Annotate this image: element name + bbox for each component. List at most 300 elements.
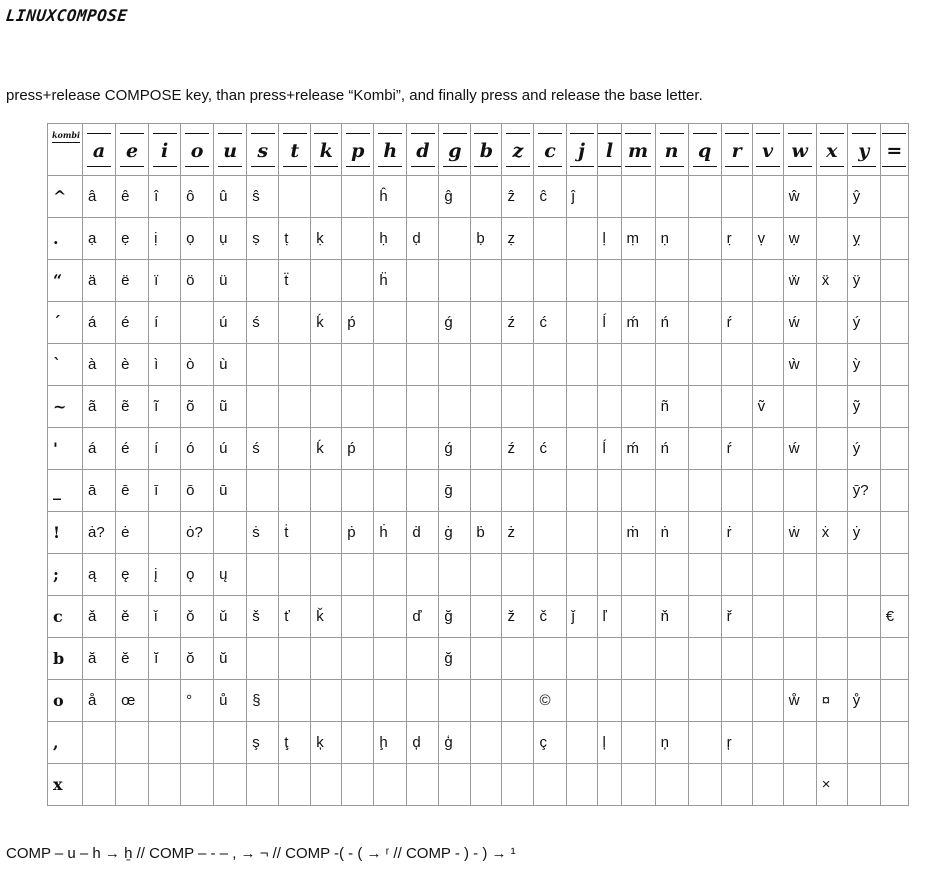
- column-letter: y: [852, 133, 876, 167]
- table-cell: [407, 638, 439, 680]
- table-row: [48, 680, 909, 722]
- table-cell: ḱ: [311, 302, 342, 344]
- table-cell: [247, 470, 279, 512]
- table-cell: [534, 764, 566, 806]
- table-cell: ý: [847, 302, 880, 344]
- table-cell: ©: [534, 680, 566, 722]
- table-cell: [880, 722, 908, 764]
- row-key: ^: [48, 176, 83, 218]
- table-cell: [597, 554, 621, 596]
- table-cell: [621, 554, 655, 596]
- table-cell: ç: [534, 722, 566, 764]
- table-cell: [471, 344, 502, 386]
- table-cell: ò: [181, 344, 214, 386]
- table-cell: [181, 764, 214, 806]
- table-cell: ṇ: [655, 218, 688, 260]
- table-cell: [534, 554, 566, 596]
- table-cell: ḅ: [471, 218, 502, 260]
- table-cell: [342, 470, 374, 512]
- column-letter: q: [693, 133, 717, 167]
- table-cell: é: [116, 302, 149, 344]
- table-cell: ẉ: [783, 218, 816, 260]
- table-cell: [816, 302, 847, 344]
- table-cell: ķ: [311, 722, 342, 764]
- table-cell: [880, 302, 908, 344]
- table-cell: [621, 470, 655, 512]
- table-header-row: [48, 124, 909, 176]
- table-cell: [752, 470, 783, 512]
- table-cell: [566, 722, 597, 764]
- table-cell: [214, 512, 247, 554]
- table-cell: ń: [655, 428, 688, 470]
- table-row: [48, 554, 909, 596]
- table-cell: [721, 680, 752, 722]
- table-cell: ã: [83, 386, 116, 428]
- table-cell: [783, 386, 816, 428]
- table-cell: [471, 554, 502, 596]
- table-cell: [847, 596, 880, 638]
- table-cell: [311, 386, 342, 428]
- table-row: [48, 596, 909, 638]
- table-cell: [597, 512, 621, 554]
- table-cell: [279, 470, 311, 512]
- table-cell: [374, 302, 407, 344]
- table-cell: ṫ: [279, 512, 311, 554]
- table-row: [48, 764, 909, 806]
- table-cell: [214, 764, 247, 806]
- table-cell: [816, 218, 847, 260]
- table-cell: ź: [502, 302, 534, 344]
- table-cell: ḋ: [407, 512, 439, 554]
- table-cell: [880, 638, 908, 680]
- table-row: [48, 344, 909, 386]
- column-letter: s: [251, 133, 275, 167]
- table-cell: ḿ: [621, 302, 655, 344]
- table-cell: [279, 428, 311, 470]
- table-cell: [880, 512, 908, 554]
- column-letter: u: [218, 133, 242, 167]
- column-letter: w: [788, 133, 812, 167]
- row-key: “: [48, 260, 83, 302]
- table-cell: ó: [181, 428, 214, 470]
- table-cell: [816, 470, 847, 512]
- table-cell: ẘ: [783, 680, 816, 722]
- table-cell: ḩ: [374, 722, 407, 764]
- table-cell: ị: [149, 218, 181, 260]
- table-cell: [721, 344, 752, 386]
- table-cell: [847, 554, 880, 596]
- table-cell: [471, 176, 502, 218]
- table-row: [48, 722, 909, 764]
- table-cell: â: [83, 176, 116, 218]
- table-cell: [342, 596, 374, 638]
- table-cell: ĩ: [149, 386, 181, 428]
- table-cell: ṕ: [342, 302, 374, 344]
- table-cell: [816, 176, 847, 218]
- table-cell: [407, 554, 439, 596]
- table-cell: [374, 554, 407, 596]
- table-cell: [502, 344, 534, 386]
- column-letter: n: [660, 133, 684, 167]
- column-letter: r: [725, 133, 749, 167]
- table-cell: [342, 680, 374, 722]
- column-header: [83, 124, 116, 176]
- table-cell: ũ: [214, 386, 247, 428]
- table-cell: [621, 680, 655, 722]
- table-cell: [342, 344, 374, 386]
- table-cell: [655, 176, 688, 218]
- table-cell: [880, 470, 908, 512]
- table-cell: [342, 554, 374, 596]
- table-cell: [688, 512, 721, 554]
- table-cell: [752, 722, 783, 764]
- table-cell: ẙ: [847, 680, 880, 722]
- row-key: ;: [48, 554, 83, 596]
- table-row: [48, 176, 909, 218]
- table-cell: [688, 344, 721, 386]
- table-cell: [471, 260, 502, 302]
- column-header: [816, 124, 847, 176]
- column-letter: d: [411, 133, 435, 167]
- table-cell: [847, 722, 880, 764]
- table-cell: á: [83, 428, 116, 470]
- table-cell: [566, 218, 597, 260]
- table-cell: ù: [214, 344, 247, 386]
- column-letter: i: [153, 133, 177, 167]
- table-cell: [655, 470, 688, 512]
- table-cell: å: [83, 680, 116, 722]
- table-cell: [816, 638, 847, 680]
- table-cell: [816, 554, 847, 596]
- table-cell: [471, 680, 502, 722]
- table-cell: [471, 470, 502, 512]
- table-row: [48, 512, 909, 554]
- table-cell: ǎ: [83, 596, 116, 638]
- table-cell: [688, 260, 721, 302]
- table-cell: [83, 722, 116, 764]
- table-cell: [407, 260, 439, 302]
- table-row: [48, 386, 909, 428]
- column-header: [439, 124, 471, 176]
- table-cell: [688, 764, 721, 806]
- table-cell: [534, 638, 566, 680]
- table-cell: [407, 428, 439, 470]
- table-cell: ×: [816, 764, 847, 806]
- table-cell: ỳ: [847, 344, 880, 386]
- table-cell: ê: [116, 176, 149, 218]
- table-cell: ẑ: [502, 176, 534, 218]
- table-cell: [311, 680, 342, 722]
- table-cell: [534, 344, 566, 386]
- table-cell: [439, 764, 471, 806]
- table-cell: [374, 344, 407, 386]
- table-cell: ụ: [214, 218, 247, 260]
- column-header: [721, 124, 752, 176]
- table-cell: [471, 386, 502, 428]
- table-cell: [471, 302, 502, 344]
- table-cell: [311, 176, 342, 218]
- column-header: [149, 124, 181, 176]
- table-cell: [534, 386, 566, 428]
- table-cell: ä: [83, 260, 116, 302]
- table-cell: ṙ: [721, 512, 752, 554]
- column-header: [247, 124, 279, 176]
- table-cell: ġ: [439, 512, 471, 554]
- table-cell: [566, 512, 597, 554]
- column-letter: v: [756, 133, 780, 167]
- column-header: [566, 124, 597, 176]
- table-cell: [566, 680, 597, 722]
- table-cell: [279, 386, 311, 428]
- table-cell: ẏ: [847, 512, 880, 554]
- table-cell: [279, 344, 311, 386]
- table-cell: ž: [502, 596, 534, 638]
- table-cell: ğ: [439, 638, 471, 680]
- table-cell: [247, 260, 279, 302]
- table-cell: ḡ: [439, 470, 471, 512]
- table-cell: [655, 764, 688, 806]
- table-cell: ă: [83, 638, 116, 680]
- table-cell: [83, 764, 116, 806]
- table-cell: [566, 386, 597, 428]
- table-cell: [502, 554, 534, 596]
- table-cell: ẁ: [783, 344, 816, 386]
- table-cell: ŭ: [214, 638, 247, 680]
- column-header: [214, 124, 247, 176]
- table-cell: [847, 638, 880, 680]
- table-cell: [407, 302, 439, 344]
- table-cell: [783, 638, 816, 680]
- table-cell: ẇ: [783, 512, 816, 554]
- column-letter: o: [185, 133, 209, 167]
- table-cell: [783, 554, 816, 596]
- table-body: [48, 176, 909, 806]
- table-cell: [721, 764, 752, 806]
- table-cell: [342, 764, 374, 806]
- table-cell: [342, 638, 374, 680]
- table-cell: [752, 176, 783, 218]
- table-cell: ĵ: [566, 176, 597, 218]
- column-letter: e: [120, 133, 144, 167]
- table-cell: [471, 764, 502, 806]
- table-cell: [752, 344, 783, 386]
- table-cell: [752, 512, 783, 554]
- table-cell: í: [149, 302, 181, 344]
- table-cell: ģ: [439, 722, 471, 764]
- table-cell: ṕ: [342, 428, 374, 470]
- table-cell: õ: [181, 386, 214, 428]
- table-cell: [534, 218, 566, 260]
- table-cell: [752, 302, 783, 344]
- column-letter: h: [378, 133, 402, 167]
- table-cell: ī: [149, 470, 181, 512]
- table-cell: ṛ: [721, 218, 752, 260]
- table-cell: ů: [214, 680, 247, 722]
- table-cell: û: [214, 176, 247, 218]
- table-cell: ṗ: [342, 512, 374, 554]
- table-cell: ṭ: [279, 218, 311, 260]
- table-cell: [621, 344, 655, 386]
- table-cell: [534, 260, 566, 302]
- table-cell: ņ: [655, 722, 688, 764]
- table-cell: [279, 638, 311, 680]
- column-header: [342, 124, 374, 176]
- column-header: [471, 124, 502, 176]
- column-header: [752, 124, 783, 176]
- table-cell: [688, 722, 721, 764]
- column-letter: b: [474, 133, 498, 167]
- table-cell: [566, 344, 597, 386]
- table-cell: ï: [149, 260, 181, 302]
- table-row: [48, 428, 909, 470]
- table-cell: ẗ: [279, 260, 311, 302]
- table-cell: ğ: [439, 596, 471, 638]
- table-cell: [311, 554, 342, 596]
- table-cell: ǵ: [439, 428, 471, 470]
- table-cell: ẍ: [816, 260, 847, 302]
- table-cell: [149, 764, 181, 806]
- table-cell: [597, 386, 621, 428]
- table-cell: [374, 764, 407, 806]
- table-cell: [880, 218, 908, 260]
- table-cell: ỹ: [847, 386, 880, 428]
- column-letter: a: [87, 133, 111, 167]
- column-letter: m: [625, 133, 651, 167]
- table-cell: [621, 764, 655, 806]
- table-row: [48, 260, 909, 302]
- table-cell: ĥ: [374, 176, 407, 218]
- table-cell: [688, 386, 721, 428]
- footer-examples: COMP – u – h → ẖ // COMP – - – , → ¬ // COMP -( - ( → ʳ // COMP - ) - ) → ¹: [6, 845, 516, 862]
- table-cell: ĭ: [149, 638, 181, 680]
- table-cell: ṿ: [752, 218, 783, 260]
- table-cell: [342, 260, 374, 302]
- table-cell: [688, 428, 721, 470]
- table-cell: [721, 554, 752, 596]
- table-cell: [149, 722, 181, 764]
- table-cell: §: [247, 680, 279, 722]
- table-cell: [181, 302, 214, 344]
- table-cell: [534, 512, 566, 554]
- table-cell: ŝ: [247, 176, 279, 218]
- row-key: ,: [48, 722, 83, 764]
- table-cell: [752, 260, 783, 302]
- table-cell: [783, 470, 816, 512]
- table-cell: [311, 344, 342, 386]
- table-cell: ṁ: [621, 512, 655, 554]
- table-cell: [471, 428, 502, 470]
- table-cell: [597, 638, 621, 680]
- table-cell: ṅ: [655, 512, 688, 554]
- table-cell: ŏ: [181, 638, 214, 680]
- table-cell: ḳ: [311, 218, 342, 260]
- table-cell: [752, 428, 783, 470]
- table-cell: [752, 596, 783, 638]
- table-cell: [566, 554, 597, 596]
- column-letter: z: [506, 133, 530, 167]
- table-cell: ň: [655, 596, 688, 638]
- table-cell: [880, 344, 908, 386]
- table-cell: [374, 386, 407, 428]
- row-key: ~: [48, 386, 83, 428]
- table-cell: ṣ: [247, 218, 279, 260]
- table-cell: [279, 176, 311, 218]
- table-cell: í: [149, 428, 181, 470]
- table-cell: ū: [214, 470, 247, 512]
- table-cell: [407, 344, 439, 386]
- row-key: o: [48, 680, 83, 722]
- compose-table: [47, 123, 909, 806]
- table-cell: [214, 722, 247, 764]
- table-cell: [502, 680, 534, 722]
- table-cell: [502, 764, 534, 806]
- table-cell: ė: [116, 512, 149, 554]
- table-cell: [721, 638, 752, 680]
- table-cell: [655, 260, 688, 302]
- table-cell: ẓ: [502, 218, 534, 260]
- table-cell: [181, 722, 214, 764]
- table-cell: ṃ: [621, 218, 655, 260]
- table-cell: [880, 554, 908, 596]
- table-cell: ź: [502, 428, 534, 470]
- table-cell: [311, 638, 342, 680]
- table-cell: [374, 596, 407, 638]
- table-cell: [597, 260, 621, 302]
- table-cell: ť: [279, 596, 311, 638]
- table-cell: ş: [247, 722, 279, 764]
- table-cell: [688, 554, 721, 596]
- column-header: [116, 124, 149, 176]
- table-cell: á: [83, 302, 116, 344]
- table-row: [48, 638, 909, 680]
- table-cell: [880, 428, 908, 470]
- table-cell: ẅ: [783, 260, 816, 302]
- table-cell: [783, 596, 816, 638]
- table-row: [48, 302, 909, 344]
- table-cell: [597, 344, 621, 386]
- table-cell: ś: [247, 302, 279, 344]
- table-cell: [688, 218, 721, 260]
- column-header: [502, 124, 534, 176]
- table-cell: [597, 470, 621, 512]
- row-key: b: [48, 638, 83, 680]
- table-cell: [502, 470, 534, 512]
- table-cell: ǵ: [439, 302, 471, 344]
- table-cell: ȧ?: [83, 512, 116, 554]
- table-cell: [621, 176, 655, 218]
- table-cell: [880, 260, 908, 302]
- table-cell: [816, 722, 847, 764]
- table-cell: [566, 764, 597, 806]
- table-cell: [116, 722, 149, 764]
- table-cell: [247, 764, 279, 806]
- table-cell: [688, 302, 721, 344]
- table-cell: [311, 260, 342, 302]
- column-letter: g: [443, 133, 467, 167]
- table-cell: ë: [116, 260, 149, 302]
- table-cell: [279, 554, 311, 596]
- table-cell: ṽ: [752, 386, 783, 428]
- table-cell: ǔ: [214, 596, 247, 638]
- table-cell: [149, 680, 181, 722]
- table-cell: é: [116, 428, 149, 470]
- row-key: c: [48, 596, 83, 638]
- table-cell: ĝ: [439, 176, 471, 218]
- table-cell: [597, 176, 621, 218]
- table-cell: ọ: [181, 218, 214, 260]
- column-header: [407, 124, 439, 176]
- table-cell: [566, 260, 597, 302]
